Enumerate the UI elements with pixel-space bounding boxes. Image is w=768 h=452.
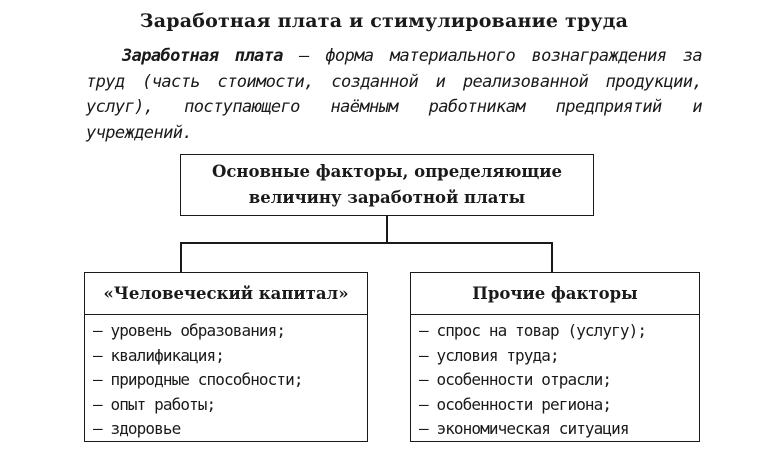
definition-text: — форма материального вознаграждения за труд (часть стоимости, созданной и реализованной продукции, услуг), поступающего наёмным работникам предприятий и учреждений. [86, 46, 702, 143]
human-capital-header: «Человеческий капитал» [85, 273, 367, 315]
connector-left-down [180, 242, 182, 272]
list-item: — спрос на товар (услугу); [419, 321, 647, 340]
list-item: — здоровье [93, 419, 181, 438]
connector-root-down [386, 216, 388, 243]
list-item: — квалификация; [93, 345, 224, 365]
connector-right-down [551, 242, 553, 272]
other-factors-list [411, 315, 699, 442]
definition-paragraph [86, 44, 702, 146]
definition-term: Заработная плата [122, 46, 283, 66]
page-title: Заработная плата и стимулирование труда [139, 10, 629, 32]
list-item: — особенности отрасли; [419, 370, 612, 389]
human-capital-list [85, 315, 367, 442]
other-factors-header: Прочие факторы [411, 273, 699, 315]
list-item: — уровень образования; [93, 321, 286, 340]
root-factors-box [180, 154, 594, 216]
root-box-line-2: величину заработной платы [248, 188, 526, 207]
list-item: — особенности региона; [419, 394, 612, 414]
list-item: — условия труда; [419, 345, 559, 365]
human-capital-box [84, 272, 368, 442]
list-item: — опыт работы; [93, 394, 216, 414]
list-item: — природные способности; [93, 370, 303, 389]
root-box-line-1: Основные факторы, определяющие [211, 162, 563, 181]
other-factors-box [410, 272, 700, 442]
list-item: — экономическая ситуация [419, 419, 629, 438]
connector-horizontal [180, 242, 552, 244]
